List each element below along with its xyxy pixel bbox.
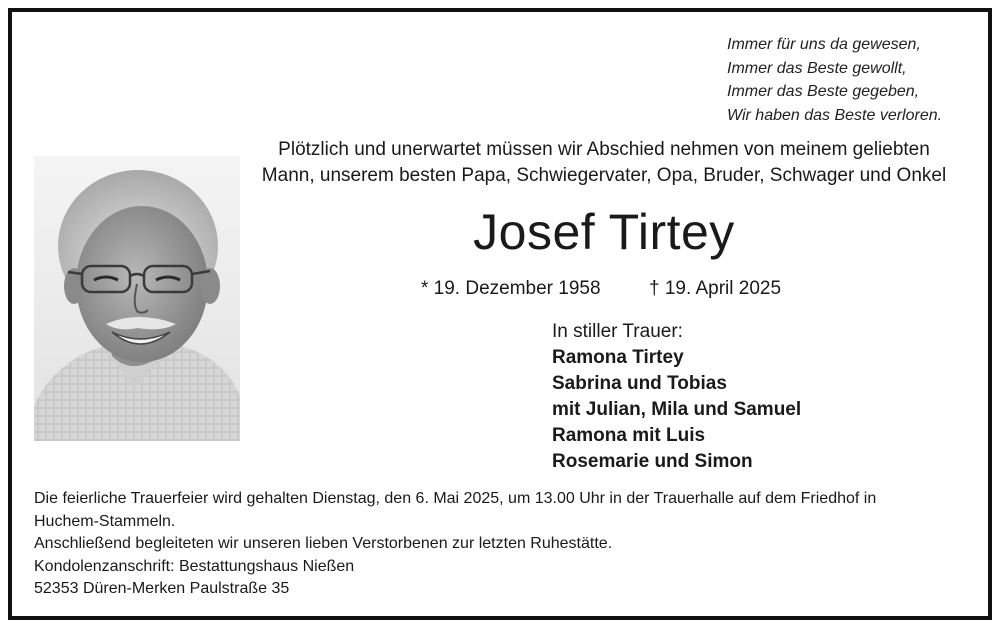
mourners-label: In stiller Trauer: [552, 321, 683, 342]
mourner-name: Rosemarie und Simon [552, 451, 753, 472]
deceased-name: Josef Tirtey [473, 204, 735, 260]
intro-text [232, 137, 976, 189]
info-line: Huchem-Stammeln. [34, 512, 176, 530]
intro-line: Plötzlich und unerwartet müssen wir Abschied nehmen von meinem geliebten [278, 139, 930, 160]
info-line: Anschließend begleiteten wir unseren lieben Verstorbenen zur letzten Ruhestätte. [34, 535, 613, 552]
intro-line: Mann, unserem besten Papa, Schwiegervater, Opa, Bruder, Schwager und Onkel [261, 165, 947, 186]
info-line: Die feierliche Trauerfeier wird gehalten Dienstag, den 6. Mai 2025, um 13.00 Uhr in der Trauerhalle auf dem Friedhof in [34, 490, 877, 507]
poem-line: Immer das Beste gegeben, [727, 83, 920, 100]
poem-line: Wir haben das Beste verloren. [727, 106, 943, 124]
birth-date: * 19. Dezember 1958 [421, 278, 601, 299]
poem [727, 33, 967, 127]
info-line: Kondolenzanschrift: Bestattungshaus Nießen [34, 557, 355, 575]
death-date: † 19. April 2025 [649, 278, 782, 299]
portrait-photo [34, 156, 240, 441]
mourners-block [552, 319, 801, 475]
poem-line: Immer für uns da gewesen, [727, 36, 921, 53]
mourner-name: Sabrina und Tobias [552, 373, 727, 394]
mourner-name: mit Julian, Mila und Samuel [552, 399, 802, 420]
mourner-name: Ramona mit Luis [552, 425, 706, 446]
service-info [34, 488, 974, 601]
poem-line: Immer das Beste gewollt, [727, 59, 907, 77]
info-line: 52353 Düren-Merken Paulstraße 35 [34, 580, 290, 597]
mourner-name: Ramona Tirtey [552, 347, 684, 368]
